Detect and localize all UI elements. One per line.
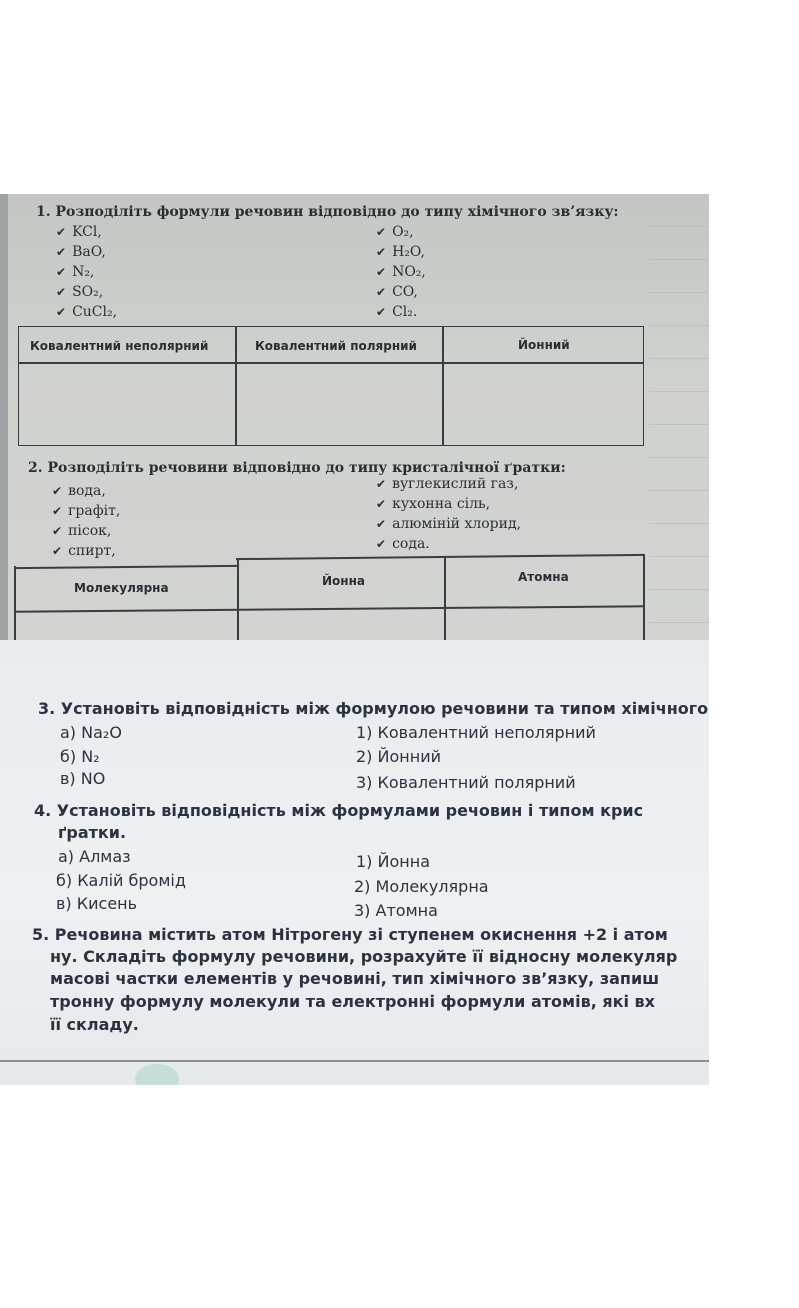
q3-title: 3. Установіть відповідність між формулою речовини та типом хімічного [38,699,709,718]
q1-title: 1. Розподіліть формули речовин відповідно до типу хімічного зв’язку: [36,204,619,220]
page-bottom-rule [0,1060,709,1062]
check-icon: ✔ [52,484,63,498]
notebook-rulings [649,194,709,640]
q2-left-item: ✔ пісок, [52,523,112,539]
check-icon: ✔ [376,265,387,279]
check-icon: ✔ [376,305,387,319]
check-icon: ✔ [376,245,387,259]
table-divider [237,558,239,640]
table-divider [444,556,446,640]
table-divider [14,605,644,612]
q3-option: а) Na₂O [60,723,122,742]
check-icon: ✔ [56,285,67,299]
check-icon: ✔ [376,497,387,511]
table-divider [14,565,238,569]
q5-line: її складу. [50,1015,139,1034]
q1-header-covalent-nonpolar: Ковалентний неполярний [30,339,209,353]
q4-option: в) Кисень [56,894,138,913]
q4-option: а) Алмаз [58,847,131,866]
table-divider [236,554,644,560]
q1-left-item: ✔ CuCl₂, [56,304,118,320]
q3-answer: 1) Ковалентний неполярний [356,723,596,742]
q4-answer: 2) Молекулярна [354,877,489,896]
check-icon: ✔ [56,305,67,319]
q1-right-item: ✔ O₂, [376,224,414,240]
table-divider [14,566,16,640]
page-edge [0,194,8,640]
q2-right-item: ✔ кухонна сіль, [376,496,491,512]
q2-right-item: ✔ сода. [376,536,430,552]
q3-option: в) NO [60,769,106,788]
check-icon: ✔ [52,504,63,518]
q4-answer: 1) Йонна [356,852,430,871]
worksheet-photo-bottom [0,640,709,1085]
table-divider [643,554,645,640]
q1-right-item: ✔ H₂O, [376,244,425,260]
q1-right-item: ✔ Cl₂. [376,304,418,320]
check-icon: ✔ [376,225,387,239]
check-icon: ✔ [376,517,387,531]
q5-line: масові частки елементів у речовині, тип хімічного зв’язку, запиш [50,969,660,988]
q1-left-item: ✔ SO₂, [56,284,104,300]
q1-left-item: ✔ BaO, [56,244,106,260]
q3-answer: 2) Йонний [356,747,441,766]
q5-line: ну. Складіть формулу речовини, розрахуйте її відносну молекуляр [50,947,678,966]
q4-title-cont: ґратки. [58,823,127,842]
q1-right-item: ✔ CO, [376,284,418,300]
q2-left-item: ✔ спирт, [52,543,116,559]
check-icon: ✔ [56,225,67,239]
check-icon: ✔ [376,537,387,551]
page-stain [135,1064,179,1085]
check-icon: ✔ [376,285,387,299]
check-icon: ✔ [52,544,63,558]
table-divider [18,362,644,364]
q5-line: тронну формулу молекули та електронні формули атомів, які вх [50,992,655,1011]
table-divider [235,326,237,446]
check-icon: ✔ [376,477,387,491]
q2-right-item: ✔ алюміній хлорид, [376,516,522,532]
q2-title: 2. Розподіліть речовини відповідно до типу кристалічної ґратки: [28,460,566,476]
q3-option: б) N₂ [60,747,100,766]
q2-left-item: ✔ графіт, [52,503,121,519]
check-icon: ✔ [56,265,67,279]
check-icon: ✔ [56,245,67,259]
q4-option: б) Калій бромід [56,871,186,890]
q1-left-item: ✔ KCl, [56,224,102,240]
q2-right-item: ✔ вуглекислий газ, [376,476,519,492]
q1-right-item: ✔ NO₂, [376,264,426,280]
table-divider [442,326,444,446]
check-icon: ✔ [52,524,63,538]
q1-left-item: ✔ N₂, [56,264,95,280]
worksheet-photo-top [0,194,709,640]
q2-header-ionic: Йонна [322,574,365,588]
q1-header-ionic: Йонний [518,338,570,352]
q2-header-atomic: Атомна [518,570,569,584]
q4-title: 4. Установіть відповідність між формулами речовин і типом крис [34,801,644,820]
q2-left-item: ✔ вода, [52,483,106,499]
q2-header-molecular: Молекулярна [74,581,169,595]
q4-answer: 3) Атомна [354,901,438,920]
q5-line: 5. Речовина містить атом Нітрогену зі ступенем окиснення +2 і атом [32,925,668,944]
q1-header-covalent-polar: Ковалентний полярний [255,339,417,353]
q3-answer: 3) Ковалентний полярний [356,773,576,792]
